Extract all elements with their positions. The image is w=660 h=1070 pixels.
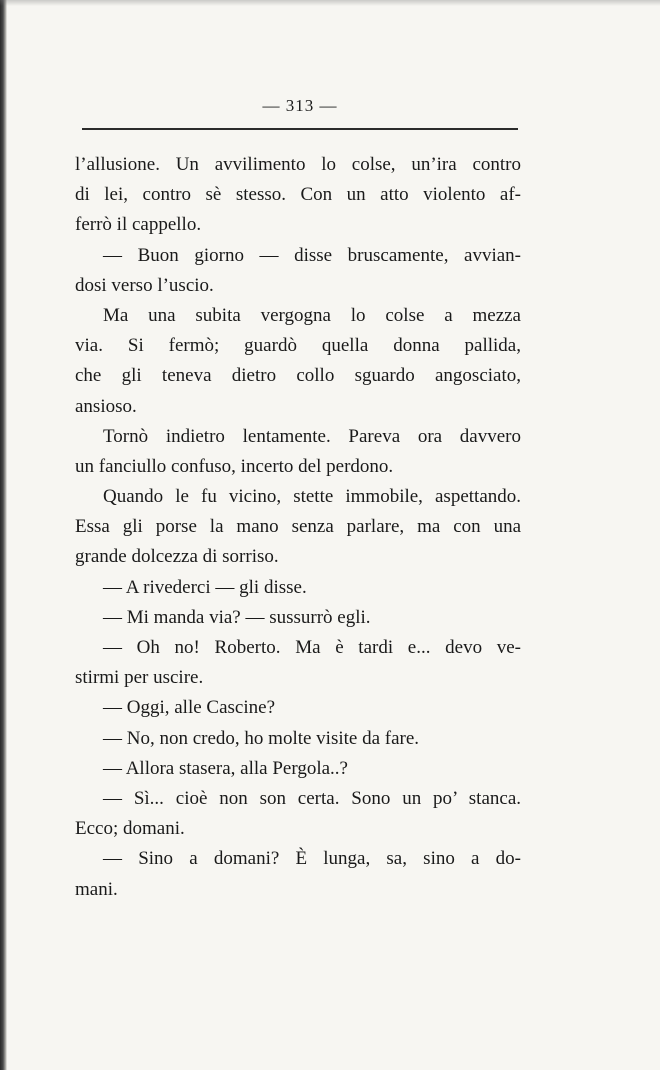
page-number: — 313 —: [262, 96, 338, 115]
page-top-shadow: [0, 0, 660, 6]
text-line: Ma una subita vergogna lo colse a mezza: [103, 304, 521, 326]
text-line: — Sino a domani? È lunga, sa, sino a do-: [103, 848, 521, 870]
text-line: Quando le fu vicino, stette immobile, aspettando.: [103, 486, 521, 508]
text-line: mani.: [75, 878, 118, 900]
text-line: — Oggi, alle Cascine?: [103, 697, 276, 719]
text-line: di lei, contro sè stesso. Con un atto violento af-: [75, 184, 521, 206]
text-line: Essa gli porse la mano senza parlare, ma con una: [75, 516, 521, 538]
text-line: ferrò il cappello.: [75, 214, 202, 236]
body-text: [75, 150, 521, 905]
text-line: un fanciullo confuso, incerto del perdono.: [75, 455, 394, 477]
text-line: stirmi per uscire.: [75, 667, 204, 689]
page-binding-edge: [0, 0, 7, 1070]
text-line: — Allora stasera, alla Pergola..?: [103, 757, 348, 779]
text-line: grande dolcezza di sorriso.: [75, 546, 279, 568]
header-rule: [82, 128, 518, 130]
text-line: ansioso.: [75, 395, 137, 417]
text-line: — Oh no! Roberto. Ma è tardi e... devo ve-: [103, 637, 521, 658]
text-line: Ecco; domani.: [75, 818, 185, 840]
text-line: — A rivederci — gli disse.: [103, 576, 307, 598]
text-line: — Sì... cioè non son certa. Sono un po’ stanca.: [103, 787, 521, 809]
text-line: dosi verso l’uscio.: [75, 274, 214, 296]
text-line: l’allusione. Un avvilimento lo colse, un’ira contro: [75, 154, 521, 175]
text-line: — Mi manda via? — sussurrò egli.: [103, 606, 371, 628]
text-line: — No, non credo, ho molte visite da fare.: [103, 727, 420, 749]
text-line: — Buon giorno — disse bruscamente, avvian-: [103, 244, 521, 266]
text-line: che gli teneva dietro collo sguardo angosciato,: [75, 365, 521, 387]
text-line: via. Si fermò; guardò quella donna pallida,: [75, 335, 521, 357]
text-line: Tornò indietro lentamente. Pareva ora davvero: [103, 425, 521, 447]
